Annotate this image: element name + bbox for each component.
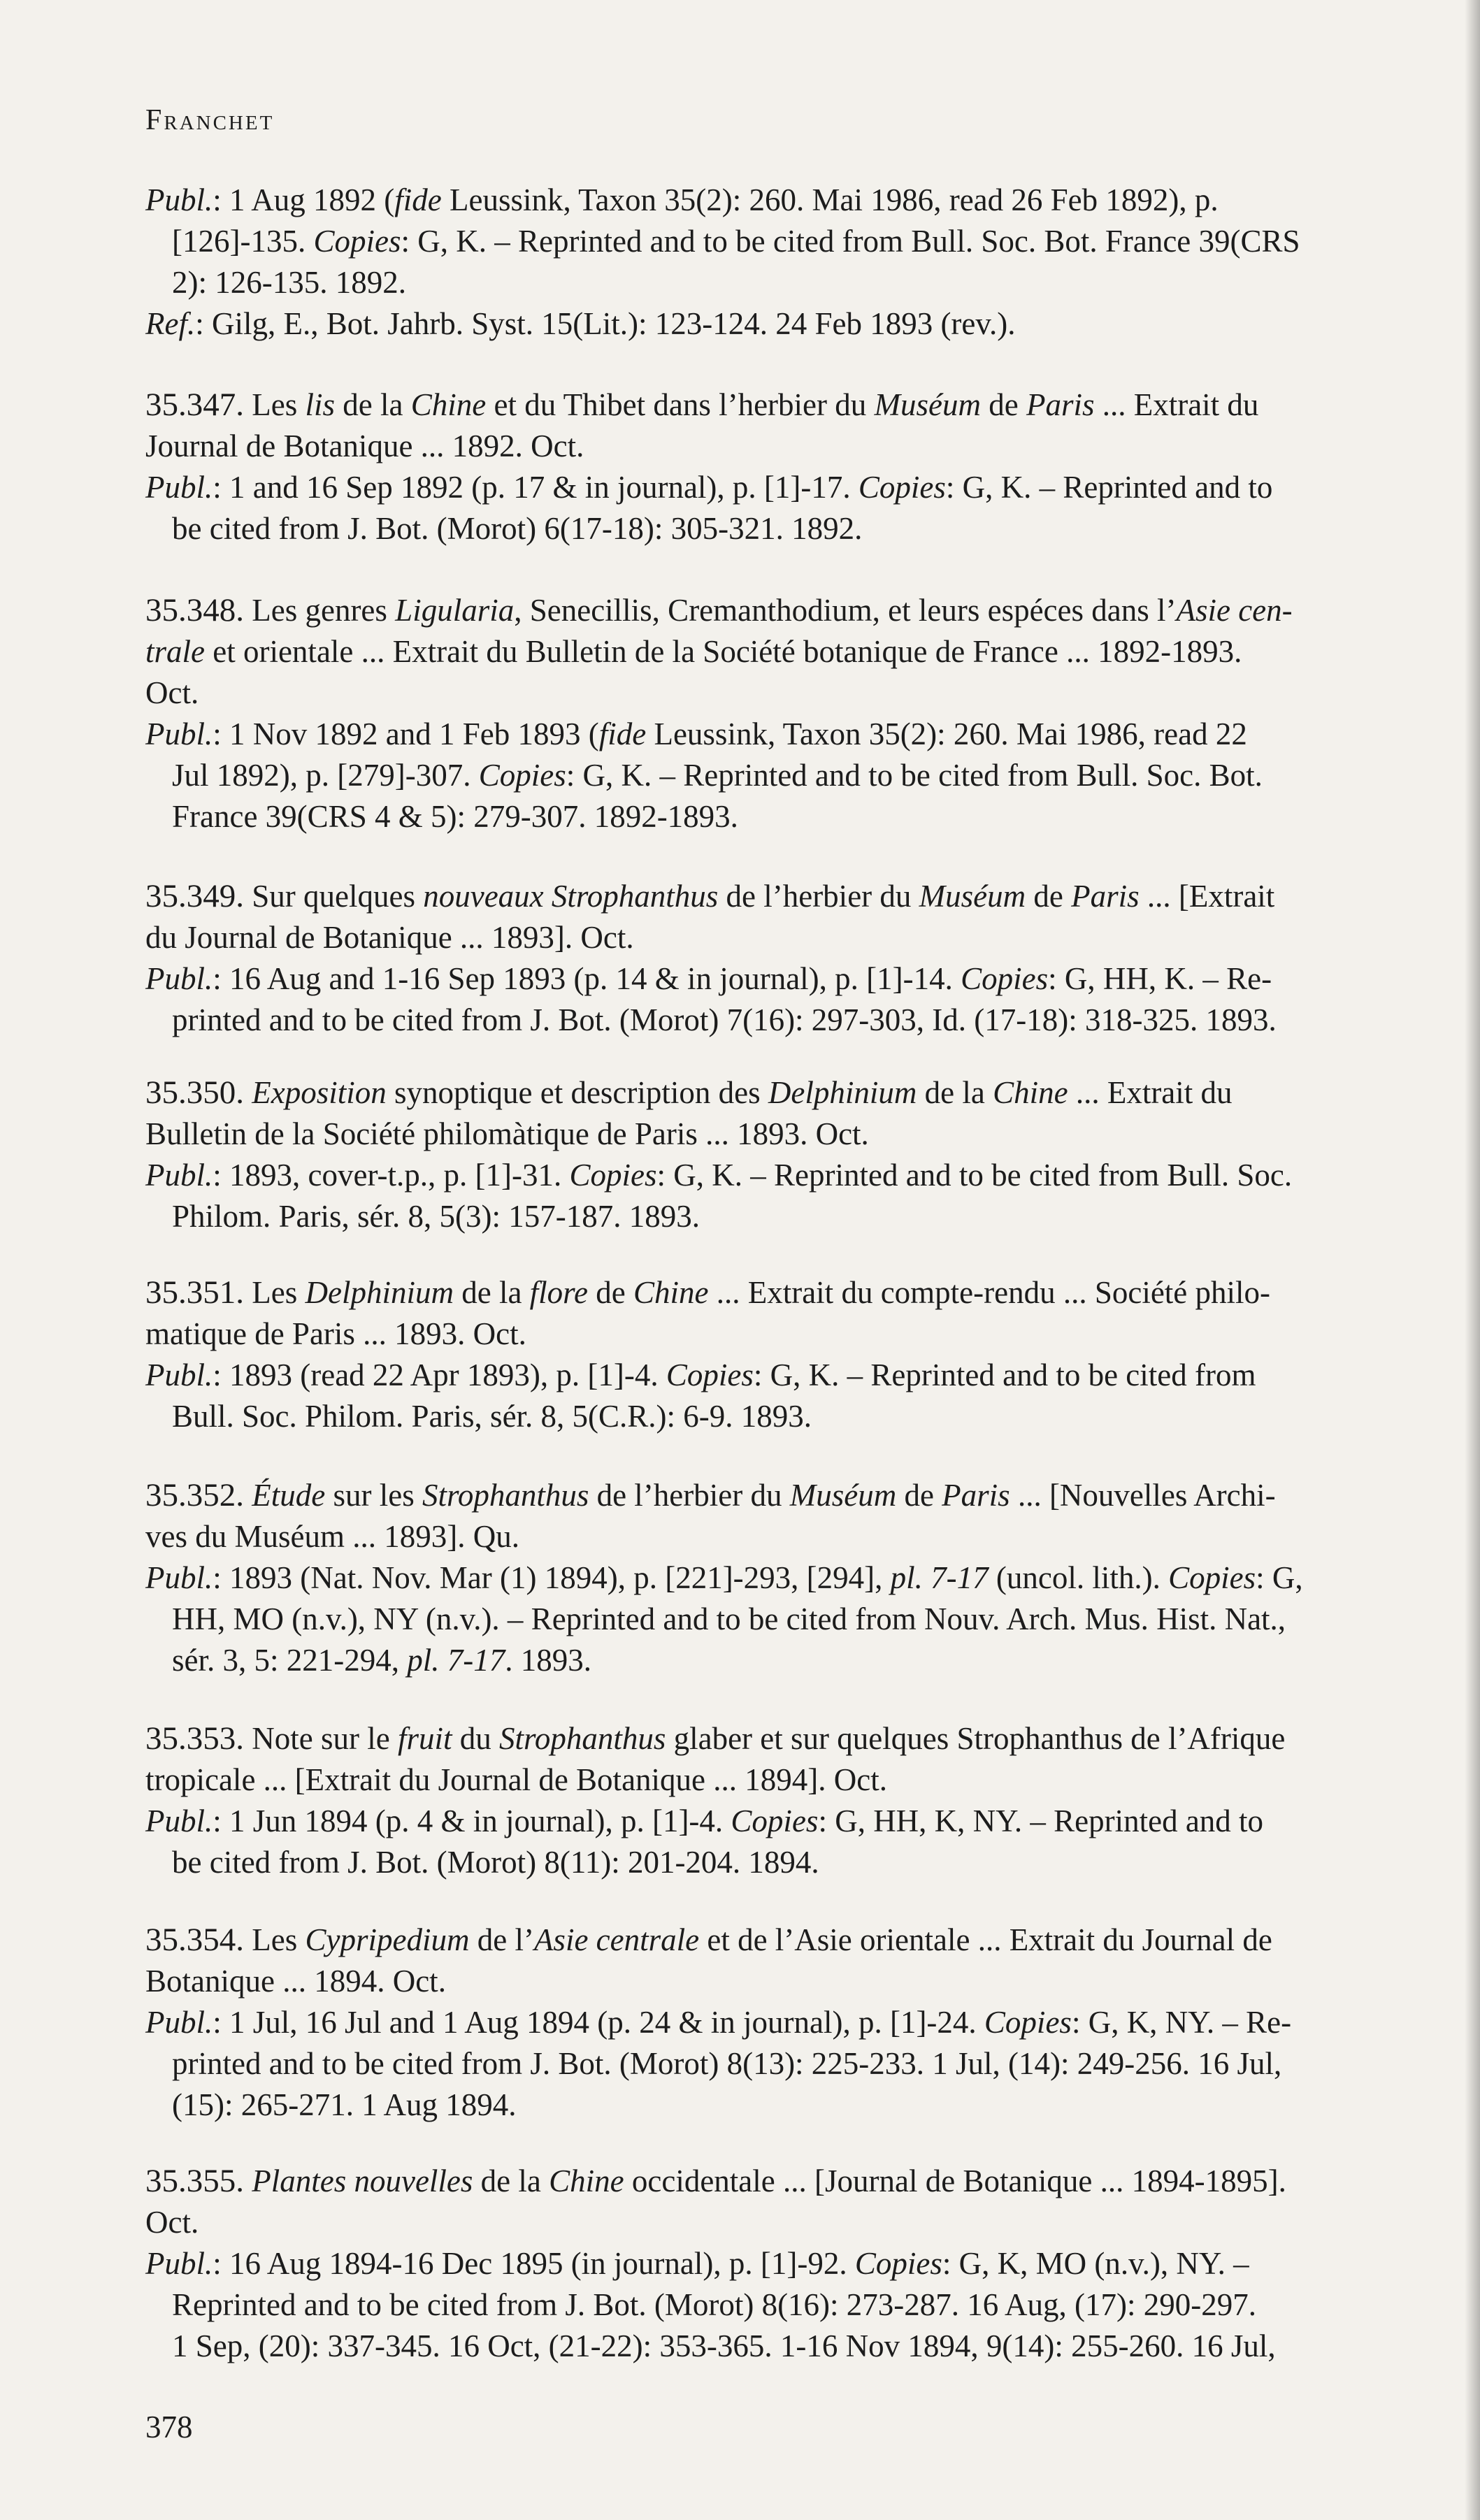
entry-title-line: Les lis de la Chine et du Thibet dans l’herbier du Muséum de Paris ... Extrait du bbox=[252, 387, 1259, 422]
entry-title-line: Étude sur les Strophanthus de l’herbier du Muséum de Paris ... [Nouvelles Archi- bbox=[252, 1478, 1276, 1513]
entry-title-line: trale et orientale ... Extrait du Bulletin de la Société botanique de France ... 1892-1893. bbox=[145, 634, 1242, 669]
intro-line: Ref.: Gilg, E., Bot. Jahrb. Syst. 15(Lit.): 123-124. 24 Feb 1893 (rev.). bbox=[145, 306, 1016, 341]
page-number: 378 bbox=[145, 2410, 193, 2445]
entry-35-352 bbox=[145, 1475, 1404, 1681]
intro-line: 2): 126-135. 1892. bbox=[172, 265, 406, 300]
entry-number: 35.347. bbox=[145, 387, 244, 423]
entry-number: 35.353. bbox=[145, 1720, 244, 1757]
entry-35-348 bbox=[145, 590, 1404, 837]
entry-title-line: Journal de Botanique ... 1892. Oct. bbox=[145, 429, 584, 463]
entry-publ-line: Publ.: 16 Aug and 1-16 Sep 1893 (p. 14 & in journal), p. [1]-14. Copies: G, HH, K. – Re- bbox=[145, 961, 1272, 996]
entry-35-353 bbox=[145, 1718, 1404, 1883]
entry-title-line: Les Cypripedium de l’Asie centrale et de l’Asie orientale ... Extrait du Journal de bbox=[252, 1922, 1272, 1957]
entry-number: 35.352. bbox=[145, 1477, 244, 1513]
entry-publ-line: Publ.: 1 and 16 Sep 1892 (p. 17 & in journal), p. [1]-17. Copies: G, K. – Reprinted and to bbox=[145, 470, 1273, 505]
entry-publ-line: be cited from J. Bot. (Morot) 8(11): 201-204. 1894. bbox=[172, 1845, 819, 1880]
entry-title-line: Bulletin de la Société philomàtique de Paris ... 1893. Oct. bbox=[145, 1116, 869, 1151]
entry-number: 35.354. bbox=[145, 1922, 244, 1958]
entry-title-line: Note sur le fruit du Strophanthus glaber et sur quelques Strophanthus de l’Afrique bbox=[252, 1721, 1286, 1756]
entry-publ-line: 1 Sep, (20): 337-345. 16 Oct, (21-22): 353-365. 1-16 Nov 1894, 9(14): 255-260. 16 Jul, bbox=[172, 2328, 1276, 2363]
entry-title-line: Les Delphinium de la flore de Chine ... Extrait du compte-rendu ... Société philo- bbox=[252, 1275, 1271, 1310]
entry-35-350 bbox=[145, 1072, 1404, 1237]
entry-publ-line: printed and to be cited from J. Bot. (Morot) 7(16): 297-303, Id. (17-18): 318-325. 1893. bbox=[172, 1002, 1277, 1037]
entry-title-line: matique de Paris ... 1893. Oct. bbox=[145, 1316, 526, 1351]
entry-title-line: tropicale ... [Extrait du Journal de Botanique ... 1894]. Oct. bbox=[145, 1762, 887, 1797]
entry-publ-line: Publ.: 1893 (Nat. Nov. Mar (1) 1894), p. [221]-293, [294], pl. 7-17 (uncol. lith.). Copies: G, bbox=[145, 1560, 1303, 1595]
entry-publ-line: be cited from J. Bot. (Morot) 6(17-18): 305-321. 1892. bbox=[172, 511, 863, 546]
entry-publ-line: Publ.: 1893, cover-t.p., p. [1]-31. Copies: G, K. – Reprinted and to be cited from Bull. Soc. bbox=[145, 1158, 1293, 1193]
entry-publ-line: Philom. Paris, sér. 8, 5(3): 157-187. 1893. bbox=[172, 1199, 700, 1234]
entry-publ-line: HH, MO (n.v.), NY (n.v.). – Reprinted and to be cited from Nouv. Arch. Mus. Hist. Nat., bbox=[172, 1601, 1286, 1636]
entry-publ-line: Publ.: 16 Aug 1894-16 Dec 1895 (in journal), p. [1]-92. Copies: G, K, MO (n.v.), NY. – bbox=[145, 2246, 1249, 2281]
entry-publ-line: Publ.: 1 Jul, 16 Jul and 1 Aug 1894 (p. 24 & in journal), p. [1]-24. Copies: G, K, NY. – Re- bbox=[145, 2005, 1292, 2040]
entry-title-line: Botanique ... 1894. Oct. bbox=[145, 1964, 446, 1999]
entry-publ-line: (15): 265-271. 1 Aug 1894. bbox=[172, 2087, 517, 2122]
entry-title-line: Sur quelques nouveaux Strophanthus de l’herbier du Muséum de Paris ... [Extrait bbox=[252, 879, 1275, 914]
entry-title-line: Exposition synoptique et description des Delphinium de la Chine ... Extrait du bbox=[252, 1075, 1233, 1110]
entry-publ-line: Reprinted and to be cited from J. Bot. (Morot) 8(16): 273-287. 16 Aug, (17): 290-297. bbox=[172, 2287, 1257, 2322]
entry-number: 35.355. bbox=[145, 2163, 244, 2199]
entry-35-355 bbox=[145, 2161, 1404, 2367]
entry-number: 35.349. bbox=[145, 878, 244, 914]
entry-publ-line: Publ.: 1 Nov 1892 and 1 Feb 1893 (fide Leussink, Taxon 35(2): 260. Mai 1986, read 22 bbox=[145, 717, 1247, 751]
entry-number: 35.348. bbox=[145, 592, 244, 628]
intro-block bbox=[145, 180, 1404, 345]
entry-publ-line: Publ.: 1893 (read 22 Apr 1893), p. [1]-4. Copies: G, K. – Reprinted and to be cited from bbox=[145, 1358, 1256, 1392]
entry-35-349 bbox=[145, 876, 1404, 1041]
intro-line: Publ.: 1 Aug 1892 (fide Leussink, Taxon 35(2): 260. Mai 1986, read 26 Feb 1892), p. bbox=[145, 182, 1219, 217]
entry-title-line: du Journal de Botanique ... 1893]. Oct. bbox=[145, 920, 634, 955]
entry-35-351 bbox=[145, 1272, 1404, 1437]
entry-title-line: Les genres Ligularia, Senecillis, Cremanthodium, et leurs espéces dans l’Asie cen- bbox=[252, 593, 1293, 628]
entry-publ-line: Publ.: 1 Jun 1894 (p. 4 & in journal), p. [1]-4. Copies: G, HH, K, NY. – Reprinted and to bbox=[145, 1803, 1264, 1838]
running-header: Franchet bbox=[145, 104, 275, 136]
entry-publ-line: Jul 1892), p. [279]-307. Copies: G, K. – Reprinted and to be cited from Bull. Soc. Bot. bbox=[172, 758, 1263, 793]
entry-title-line: Oct. bbox=[145, 675, 199, 710]
page-edge-shadow bbox=[1465, 0, 1480, 2520]
entry-title-line: Oct. bbox=[145, 2205, 199, 2240]
entry-title-line: ves du Muséum ... 1893]. Qu. bbox=[145, 1519, 519, 1554]
entry-number: 35.350. bbox=[145, 1074, 244, 1111]
entry-publ-line: printed and to be cited from J. Bot. (Morot) 8(13): 225-233. 1 Jul, (14): 249-256. 16 Jul, bbox=[172, 2046, 1282, 2081]
entry-title-line: Plantes nouvelles de la Chine occidentale ... [Journal de Botanique ... 1894-1895]. bbox=[252, 2163, 1286, 2198]
entry-publ-line: sér. 3, 5: 221-294, pl. 7-17. 1893. bbox=[172, 1643, 591, 1678]
entry-publ-line: Bull. Soc. Philom. Paris, sér. 8, 5(C.R.): 6-9. 1893. bbox=[172, 1399, 812, 1434]
entry-publ-line: France 39(CRS 4 & 5): 279-307. 1892-1893. bbox=[172, 799, 738, 834]
entry-35-347 bbox=[145, 384, 1404, 549]
entry-number: 35.351. bbox=[145, 1274, 244, 1311]
entry-35-354 bbox=[145, 1920, 1404, 2126]
intro-line: [126]-135. Copies: G, K. – Reprinted and to be cited from Bull. Soc. Bot. France 39(CRS bbox=[172, 224, 1300, 259]
